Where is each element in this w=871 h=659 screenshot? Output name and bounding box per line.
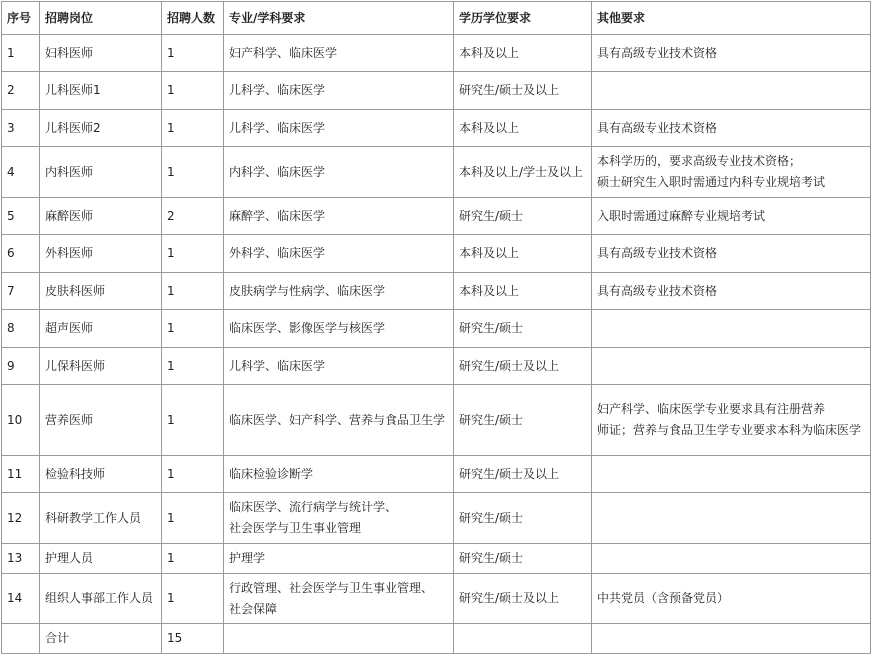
cell-other — [592, 198, 871, 235]
total-major — [224, 624, 454, 654]
cell-major-line: 外科学、临床医学 — [229, 246, 326, 260]
total-count: 15 — [162, 624, 224, 654]
total-label: 合计 — [40, 624, 162, 654]
cell-count: 1 — [162, 574, 224, 624]
cell-degree: 研究生/硕士 — [454, 310, 592, 348]
cell-count: 1 — [162, 348, 224, 385]
header-row — [2, 2, 871, 35]
cell-post: 皮肤科医师 — [40, 273, 162, 310]
cell-degree: 研究生/硕士及以上 — [454, 456, 592, 493]
table-row — [2, 110, 871, 147]
cell-post: 麻醉医师 — [40, 198, 162, 235]
cell-count: 1 — [162, 235, 224, 273]
table-row — [2, 147, 871, 198]
cell-count: 1 — [162, 385, 224, 456]
cell-no: 11 — [2, 456, 40, 493]
cell-major-line: 社会医学与卫生事业管理 — [229, 521, 362, 535]
cell-post: 超声医师 — [40, 310, 162, 348]
cell-major-line: 妇产科学、临床医学 — [229, 45, 338, 60]
cell-post: 营养医师 — [40, 385, 162, 456]
cell-count: 1 — [162, 273, 224, 310]
cell-count: 1 — [162, 456, 224, 493]
cell-degree: 研究生/硕士 — [454, 385, 592, 456]
cell-other — [592, 147, 871, 198]
cell-major — [224, 310, 454, 348]
cell-other-line: 具有高级专业技术资格 — [597, 120, 718, 135]
cell-major — [224, 493, 454, 544]
cell-no: 7 — [2, 273, 40, 310]
table-row — [2, 198, 871, 235]
cell-other — [592, 385, 871, 456]
cell-post: 外科医师 — [40, 235, 162, 273]
cell-no: 5 — [2, 198, 40, 235]
cell-major-line: 临床医学、影像医学与核医学 — [229, 321, 386, 335]
cell-major-line: 临床医学、妇产科学、营养与食品卫生学 — [229, 412, 446, 427]
cell-post: 护理人员 — [40, 544, 162, 574]
cell-other-line: 本科学历的，要求高级专业技术资格； — [597, 154, 802, 168]
cell-count: 1 — [162, 110, 224, 147]
table-row — [2, 493, 871, 544]
cell-count: 1 — [162, 544, 224, 574]
cell-other — [592, 348, 871, 385]
cell-major-line: 护理学 — [229, 551, 266, 565]
table-row — [2, 574, 871, 624]
cell-major-line: 行政管理、社会医学与卫生事业管理、 — [229, 580, 434, 595]
cell-major — [224, 456, 454, 493]
cell-other-line: 入职时需通过麻醉专业规培考试 — [597, 208, 766, 223]
cell-post: 妇科医师 — [40, 35, 162, 72]
recruitment-table — [1, 1, 871, 654]
cell-major-line: 临床检验诊断学 — [229, 466, 314, 481]
cell-no: 8 — [2, 310, 40, 348]
header-other: 其他要求 — [592, 2, 871, 35]
cell-post: 科研教学工作人员 — [40, 493, 162, 544]
cell-no: 10 — [2, 385, 40, 456]
cell-major-line: 内科学、临床医学 — [229, 164, 326, 179]
header-count: 招聘人数 — [162, 2, 224, 35]
cell-other — [592, 456, 871, 493]
cell-degree: 研究生/硕士及以上 — [454, 72, 592, 110]
cell-degree: 本科及以上/学士及以上 — [454, 147, 592, 198]
total-degree — [454, 624, 592, 654]
cell-degree: 研究生/硕士 — [454, 544, 592, 574]
cell-degree: 研究生/硕士及以上 — [454, 348, 592, 385]
cell-major-line: 临床医学、流行病学与统计学、 — [229, 500, 398, 514]
cell-major-line: 儿科学、临床医学 — [229, 83, 326, 97]
cell-no: 12 — [2, 493, 40, 544]
cell-count: 2 — [162, 198, 224, 235]
cell-degree: 本科及以上 — [454, 110, 592, 147]
cell-other-line: 具有高级专业技术资格 — [597, 45, 718, 60]
cell-major — [224, 544, 454, 574]
table-row — [2, 456, 871, 493]
cell-other-line: 妇产科学、临床医学专业要求具有注册营养 — [597, 402, 826, 416]
table-row — [2, 385, 871, 456]
total-other — [592, 624, 871, 654]
cell-post: 儿科医师1 — [40, 72, 162, 110]
table-body — [2, 35, 871, 654]
table-row — [2, 310, 871, 348]
cell-other — [592, 493, 871, 544]
cell-no: 6 — [2, 235, 40, 273]
cell-other-line: 师证；营养与食品卫生学专业要求本科为临床医学 — [597, 423, 862, 437]
table-row — [2, 72, 871, 110]
cell-post: 儿科医师2 — [40, 110, 162, 147]
header-degree: 学历学位要求 — [454, 2, 592, 35]
cell-post: 检验科技师 — [40, 456, 162, 493]
table-row — [2, 235, 871, 273]
cell-other-line: 具有高级专业技术资格 — [597, 246, 718, 260]
header-post: 招聘岗位 — [40, 2, 162, 35]
cell-other-line: 中共党员（含预备党员） — [597, 591, 730, 605]
cell-count: 1 — [162, 72, 224, 110]
cell-no: 2 — [2, 72, 40, 110]
cell-degree: 研究生/硕士及以上 — [454, 574, 592, 624]
cell-major — [224, 72, 454, 110]
cell-other — [592, 310, 871, 348]
cell-post: 内科医师 — [40, 147, 162, 198]
table-row — [2, 35, 871, 72]
cell-post: 儿保科医师 — [40, 348, 162, 385]
cell-major — [224, 198, 454, 235]
cell-other-line: 硕士研究生入职时需通过内科专业规培考试 — [597, 175, 826, 189]
cell-count: 1 — [162, 147, 224, 198]
cell-major — [224, 35, 454, 72]
cell-major-line: 麻醉学、临床医学 — [229, 208, 326, 223]
cell-degree: 研究生/硕士 — [454, 198, 592, 235]
cell-major — [224, 385, 454, 456]
cell-no: 3 — [2, 110, 40, 147]
cell-other-line: 具有高级专业技术资格 — [597, 283, 718, 298]
cell-post: 组织人事部工作人员 — [40, 574, 162, 624]
cell-major-line: 社会保障 — [229, 601, 278, 616]
cell-no: 1 — [2, 35, 40, 72]
cell-no: 9 — [2, 348, 40, 385]
table-row — [2, 348, 871, 385]
cell-degree: 研究生/硕士 — [454, 493, 592, 544]
cell-major — [224, 273, 454, 310]
total-row — [2, 624, 871, 654]
cell-major — [224, 147, 454, 198]
cell-other — [592, 72, 871, 110]
cell-major-line: 皮肤病学与性病学、临床医学 — [229, 283, 386, 298]
cell-count: 1 — [162, 493, 224, 544]
cell-no: 13 — [2, 544, 40, 574]
cell-no: 4 — [2, 147, 40, 198]
cell-other — [592, 273, 871, 310]
cell-degree: 本科及以上 — [454, 35, 592, 72]
table-row — [2, 544, 871, 574]
cell-major-line: 儿科学、临床医学 — [229, 120, 326, 135]
cell-other — [592, 110, 871, 147]
header-major: 专业/学科要求 — [224, 2, 454, 35]
cell-degree: 本科及以上 — [454, 235, 592, 273]
cell-major — [224, 110, 454, 147]
cell-other — [592, 574, 871, 624]
cell-count: 1 — [162, 35, 224, 72]
table-row — [2, 273, 871, 310]
header-no: 序号 — [2, 2, 40, 35]
cell-other — [592, 235, 871, 273]
cell-count: 1 — [162, 310, 224, 348]
cell-major-line: 儿科学、临床医学 — [229, 358, 326, 373]
cell-other — [592, 35, 871, 72]
cell-degree: 本科及以上 — [454, 273, 592, 310]
cell-major — [224, 574, 454, 624]
cell-major — [224, 348, 454, 385]
cell-major — [224, 235, 454, 273]
total-no — [2, 624, 40, 654]
cell-other — [592, 544, 871, 574]
cell-no: 14 — [2, 574, 40, 624]
